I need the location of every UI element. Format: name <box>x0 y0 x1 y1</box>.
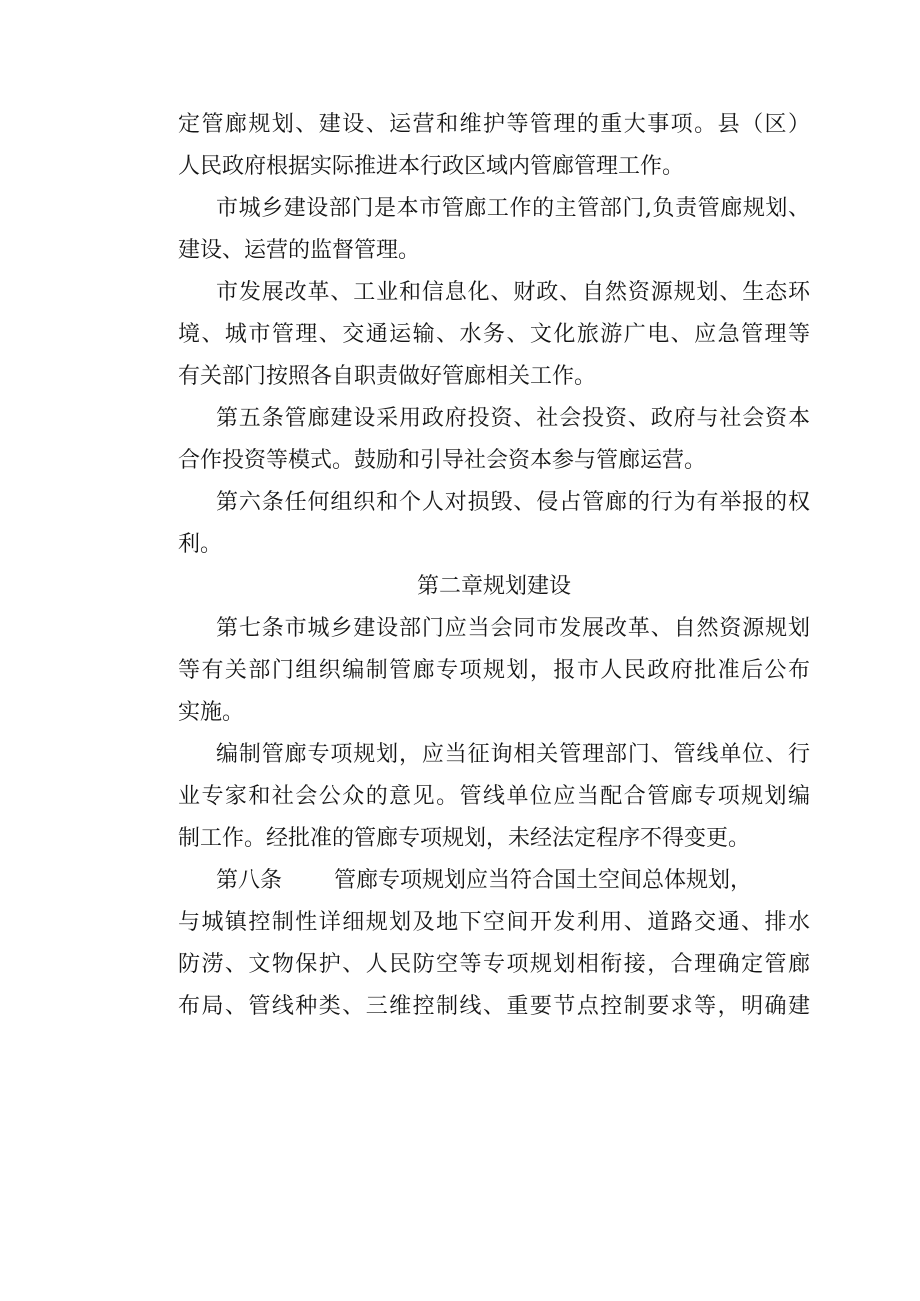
text-line: 编制管廊专项规划，应当征询相关管理部门、管线单位、行 <box>216 742 810 767</box>
article-7-line: 第七条市城乡建设部门应当会同市发展改革、自然资源规划 <box>216 616 810 641</box>
text-line: 制工作。经批准的管廊专项规划，未经法定程序不得变更。 <box>178 826 751 851</box>
text-line: 实施。 <box>178 700 245 725</box>
text-line: 定管廊规划、建设、运营和维护等管理的重大事项。县（区） <box>178 112 810 137</box>
article-text: 管廊专项规划应当符合国土空间总体规划， <box>334 868 753 893</box>
text-line: 有关部门按照各自职责做好管廊相关工作。 <box>178 364 597 389</box>
chapter-heading: 第二章规划建设 <box>416 574 571 599</box>
text-line: 与城镇控制性详细规划及地下空间开发利用、道路交通、排水 <box>178 910 810 935</box>
article-5-line: 第五条管廊建设采用政府投资、社会投资、政府与社会资本 <box>216 406 810 431</box>
text-line: 布局、管线种类、三维控制线、重要节点控制要求等，明确建 <box>178 994 810 1019</box>
text-line: 业专家和社会公众的意见。管线单位应当配合管廊专项规划编 <box>178 784 810 809</box>
article-8-heading-line <box>178 860 810 902</box>
text-line: 利。 <box>178 532 223 557</box>
text-line: 等有关部门组织编制管廊专项规划，报市人民政府批准后公布 <box>178 658 810 683</box>
text-line: 市城乡建设部门是本市管廊工作的主管部门,负责管廊规划、 <box>216 196 810 221</box>
text-line: 合作投资等模式。鼓励和引导社会资本参与管廊运营。 <box>178 448 707 473</box>
document-body <box>178 104 810 1028</box>
text-line: 市发展改革、工业和信息化、财政、自然资源规划、生态环 <box>216 280 810 305</box>
text-line: 人民政府根据实际推进本行政区域内管廊管理工作。 <box>178 154 685 179</box>
text-line: 建设、运营的监督管理。 <box>178 238 421 263</box>
article-label: 第八条 <box>216 868 283 893</box>
article-6-line: 第六条任何组织和个人对损毁、侵占管廊的行为有举报的权 <box>216 490 810 515</box>
text-line: 防涝、文物保护、人民防空等专项规划相衔接，合理确定管廊 <box>178 952 810 977</box>
text-line: 境、城市管理、交通运输、水务、文化旅游广电、应急管理等 <box>178 322 810 347</box>
